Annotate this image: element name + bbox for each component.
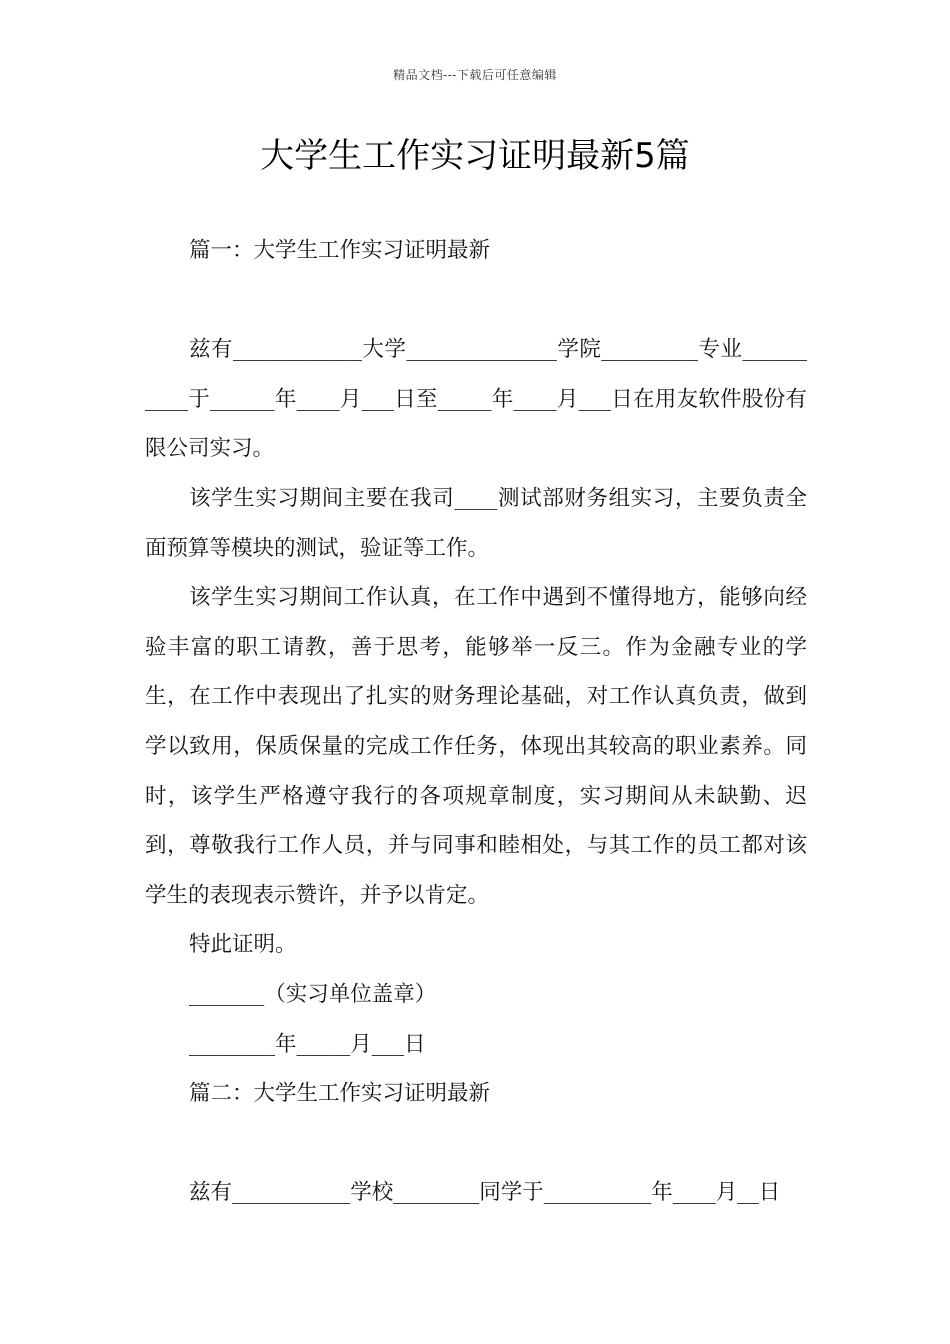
section2-heading: 篇二：大学生工作实习证明最新 — [189, 1081, 491, 1107]
section1-paragraph-1: 兹有____________大学______________学院_________专业__________于______年____月___日至_____年____月___日在用友软件股份有限公司实习。 — [145, 337, 807, 462]
section1-closing: 特此证明。 — [189, 932, 297, 958]
section1-seal-line: _______（实习单位盖章） — [189, 981, 437, 1007]
section1-paragraph-3: 该学生实习期间工作认真，在工作中遇到不懂得地方，能够向经验丰富的职工请教，善于思考，能够举一反三。作为金融专业的学生，在工作中表现出了扎实的财务理论基础，对工作认真负责，做到学以致用，保质保量的完成工作任务，体现出其较高的职业素养。同时，该学生严格遵守我行的各项规章制度，实习期间从未缺勤、迟到，尊敬我行工作人员，并与同事和睦相处，与其工作的员工都对该学生的表现表示赞许，并予以肯定。 — [145, 585, 807, 908]
section1-paragraph-2: 该学生实习期间主要在我司____测试部财务组实习，主要负责全面预算等模块的测试，验证等工作。 — [145, 485, 807, 561]
section1-heading: 篇一：大学生工作实习证明最新 — [189, 238, 491, 263]
page-header-caption: 精品文档---下载后可任意编辑 — [393, 68, 557, 82]
document-body — [145, 226, 807, 1218]
blank-line — [145, 1119, 807, 1169]
section1-date-line: ________年_____月___日 — [189, 1031, 426, 1057]
section2-paragraph-1: 兹有___________学校________同学于__________年____月__日 — [189, 1180, 781, 1206]
blank-line — [145, 276, 807, 326]
document-title: 大学生工作实习证明最新5篇 — [260, 136, 690, 176]
